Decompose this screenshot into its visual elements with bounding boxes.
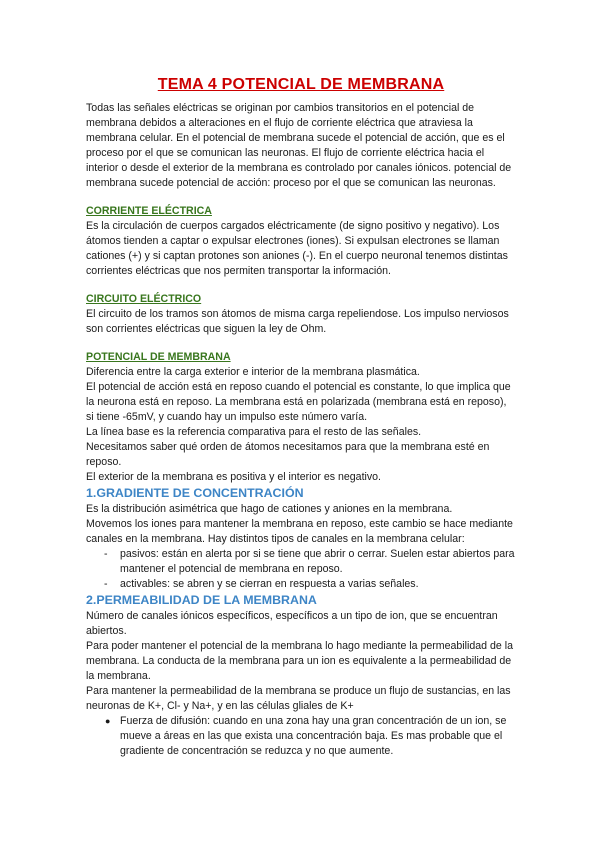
section-heading-gradiente: 1.GRADIENTE DE CONCENTRACIÓN [86,486,304,500]
section-heading-potencial: POTENCIAL DE MEMBRANA [86,351,231,363]
dash-marker: - [104,548,108,560]
potencial-paragraph-5: El exterior de la membrana es positiva y el interior es negativo. [86,471,382,483]
corriente-paragraph: Es la circulación de cuerpos cargados eléctricamente (de signo positivo y negativo). Los átomos tienden a captar o expulsar electrones (iones). Si expulsan electrones se llaman cationes (+) y si captan protones son aniones (-). En el cuerpo neuronal tenemos distintas corrientes eléctricas que nos permiten transportar la información. [86,220,508,277]
bullet-icon: ● [105,716,111,726]
document-body [86,70,516,759]
list-item: - activables: se abren y se cierran en respuesta a varias señales. [104,578,419,590]
list-item: - pasivos: están en alerta por si se tiene que abrir o cerrar. Suelen estar abiertos para mantener el potencial de membrana en reposo. [104,548,515,575]
section-heading-circuito: CIRCUITO ELÉCTRICO [86,293,202,305]
intro-paragraph: Todas las señales eléctricas se originan por cambios transitorios en el potencial de membrana debidos a alteraciones en el flujo de corriente eléctrica que atraviesa la membrana celular. En el potencial de membrana sucede el potencial de acción, que es el proceso por el que se comunican las neuronas. El flujo de corriente eléctrica hacia el interior o desde el exterior de la membrana es controlado por canales iónicos. potencial de membrana sucede potencial de acción: proceso por el que se comunican las neuronas. [86,102,512,189]
potencial-paragraph-1: Diferencia entre la carga exterior e interior de la membrana plasmática. [86,366,420,378]
gradiente-paragraph-1: Es la distribución asimétrica que hago de cationes y aniones en la membrana. [86,503,453,515]
permeabilidad-paragraph-3: Para mantener la permeabilidad de la membrana se produce un flujo de sustancias, en las neuronas de K+, Cl- y Na+, y en las células gliales de K+ [86,685,511,712]
section-heading-permeabilidad: 2.PERMEABILIDAD DE LA MEMBRANA [86,593,317,607]
potencial-paragraph-3: La línea base es la referencia comparativa para el resto de las señales. [86,426,422,438]
potencial-paragraph-4: Necesitamos saber qué orden de átomos necesitamos para que la membrana esté en reposo. [86,441,490,468]
fuerzas-list [86,714,516,759]
canales-list [86,547,516,592]
circuito-paragraph: El circuito de los tramos son átomos de misma carga repeliendose. Los impulso nerviosos son corrientes eléctricas que siguen la ley de Ohm. [86,308,509,335]
permeabilidad-paragraph-1: Número de canales iónicos específicos, específicos a un tipo de ion, que se encuentran abiertos. [86,610,498,637]
dash-marker: - [104,578,108,590]
list-item: ● Fuerza de difusión: cuando en una zona hay una gran concentración de un ion, se mueve a áreas en las que exista una concentración baja. Es mas probable que el gradiente de concentración se reduzca y no que aumente. [105,715,507,757]
permeabilidad-paragraph-2: Para poder mantener el potencial de la membrana lo hago mediante la permeabilidad de la membrana. La conducta de la membrana para un ion es equivalente a la permeabilidad de la membrana. [86,640,513,682]
potencial-paragraph-2: El potencial de acción está en reposo cuando el potencial es constante, lo que implica que la neurona está en reposo. La membrana está en polarizada (membrana está en reposo), si tiene -65mV, y cuando hay un impulso este número varía. [86,381,511,423]
section-heading-corriente: CORRIENTE ELÉCTRICA [86,205,212,217]
gradiente-paragraph-2: Movemos los iones para mantener la membrana en reposo, este cambio se hace mediante canales en la membrana. Hay distintos tipos de canales en la membrana celular: [86,518,513,545]
document-title: TEMA 4 POTENCIAL DE MEMBRANA [157,76,445,93]
